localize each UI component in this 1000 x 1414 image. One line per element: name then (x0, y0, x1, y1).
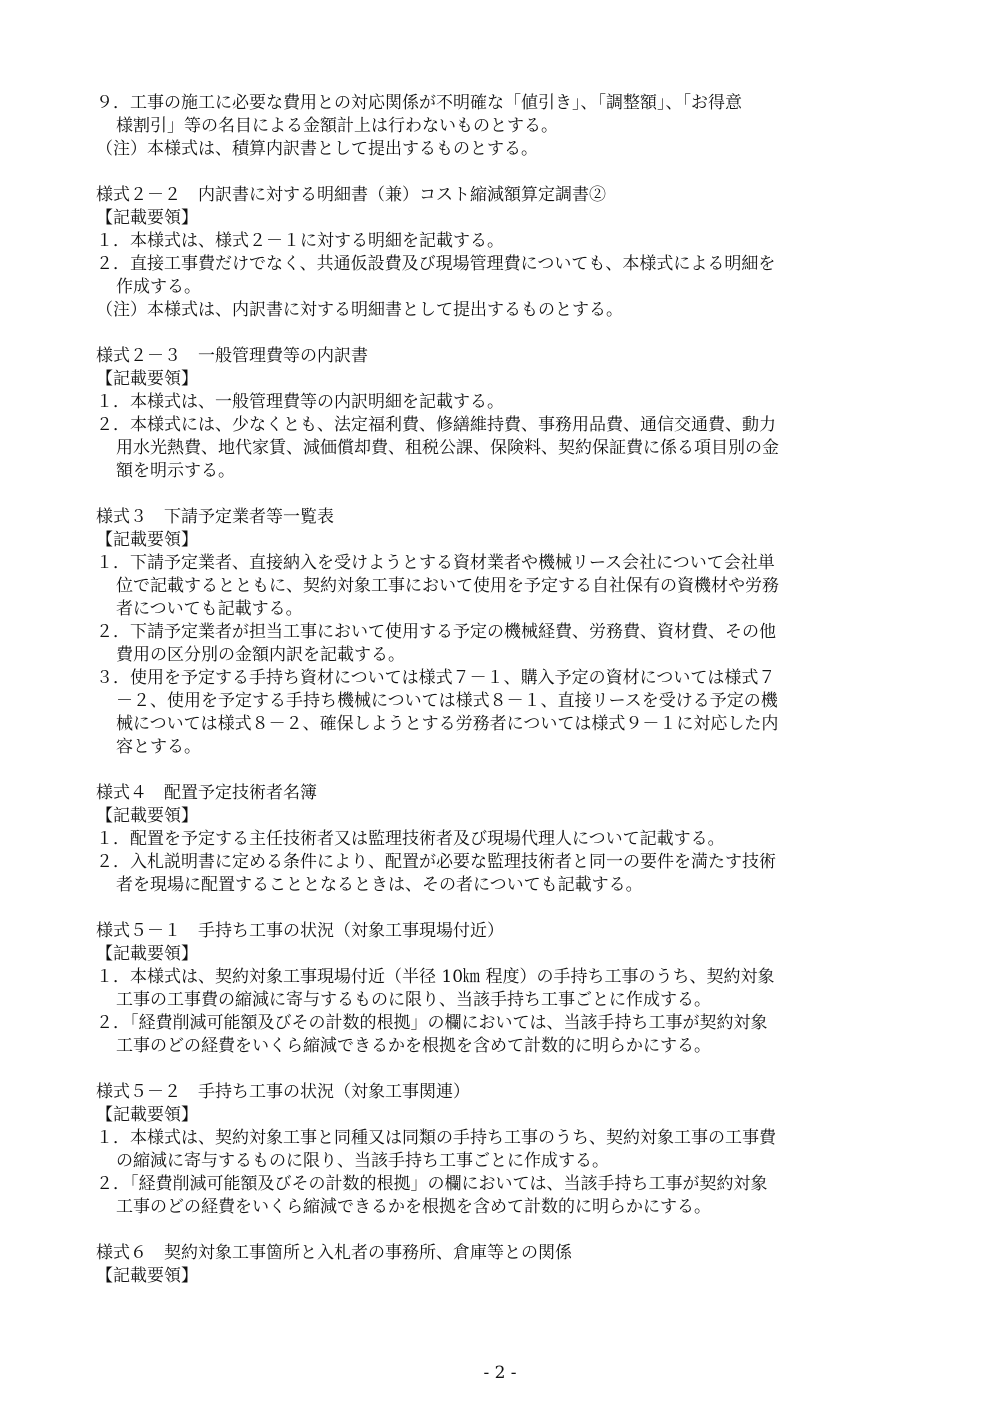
text-line: 用水光熱費、地代家賃、減価償却費、租税公課、保険料、契約保証費に係る項目別の金 (116, 438, 779, 458)
text-line: ３．使用を予定する手持ち資材については様式７－１、購入予定の資材については様式７ (96, 668, 776, 688)
document-body (96, 92, 908, 1288)
spacer (96, 759, 908, 782)
text-line: 容とする。 (116, 737, 201, 757)
text-line: ２．下請予定業者が担当工事において使用する予定の機械経費、労務費、資材費、その他 (96, 622, 776, 642)
text-line: １．下請予定業者、直接納入を受けようとする資材業者や機械リース会社について会社単 (96, 553, 775, 573)
text-line: ２．入札説明書に定める条件により、配置が必要な監理技術者と同一の要件を満たす技術 (96, 852, 776, 872)
text-line: ２．本様式には、少なくとも、法定福利費、修繕維持費、事務用品費、通信交通費、動力 (96, 415, 776, 435)
text-line: 者を現場に配置することとなるときは、その者についても記載する。 (116, 875, 643, 895)
text-line: 【記載要領】 (96, 944, 198, 964)
text-line: 様式２－２ 内訳書に対する明細書（兼）コスト縮減額算定調書② (96, 185, 606, 205)
text-line: 様式４ 配置予定技術者名簿 (96, 783, 317, 803)
text-line: 作成する。 (116, 277, 201, 297)
text-line: ９．工事の施工に必要な費用との対応関係が不明確な「値引き」、「調整額」、「お得意 (96, 93, 742, 113)
text-line: ２．「経費削減可能額及びその計数的根拠」の欄においては、当該手持ち工事が契約対象 (96, 1013, 768, 1033)
text-line: 様割引」等の名目による金額計上は行わないものとする。 (116, 116, 558, 136)
text-line: の縮減に寄与するものに限り、当該手持ち工事ごとに作成する。 (116, 1151, 609, 1171)
page-number: - 2 - (483, 1363, 517, 1383)
text-line: 工事の工事費の縮減に寄与するものに限り、当該手持ち工事ごとに作成する。 (116, 990, 711, 1010)
text-line: 額を明示する。 (116, 461, 235, 481)
text-line: 工事のどの経費をいくら縮減できるかを根拠を含めて計数的に明らかにする。 (116, 1197, 711, 1217)
text-line: 【記載要領】 (96, 806, 198, 826)
text-line: －２、使用を予定する手持ち機械については様式８－１、直接リースを受ける予定の機 (116, 691, 778, 711)
text-line: 【記載要領】 (96, 1105, 198, 1125)
text-line: １．本様式は、契約対象工事と同種又は同類の手持ち工事のうち、契約対象工事の工事費 (96, 1128, 776, 1148)
text-line: （注）本様式は、内訳書に対する明細書として提出するものとする。 (96, 300, 623, 320)
text-line: 械については様式８－２、確保しようとする労務者については様式９－１に対応した内 (116, 714, 779, 734)
text-line: 工事のどの経費をいくら縮減できるかを根拠を含めて計数的に明らかにする。 (116, 1036, 711, 1056)
text-line: １．配置を予定する主任技術者又は監理技術者及び現場代理人について記載する。 (96, 829, 725, 849)
text-line: 様式２－３ 一般管理費等の内訳書 (96, 346, 368, 366)
text-line: １．本様式は、契約対象工事現場付近（半径 10㎞ 程度）の手持ち工事のうち、契約対象 (96, 967, 775, 987)
text-line: 者についても記載する。 (116, 599, 303, 619)
text-line: 費用の区分別の金額内訳を記載する。 (116, 645, 405, 665)
spacer (96, 897, 908, 920)
text-line: 様式３ 下請予定業者等一覧表 (96, 507, 334, 527)
text-line: 【記載要領】 (96, 1266, 198, 1286)
spacer (96, 161, 908, 184)
text-line: 位で記載するとともに、契約対象工事において使用を予定する自社保有の資機材や労務 (116, 576, 779, 596)
spacer (96, 1058, 908, 1081)
text-line: 様式５－１ 手持ち工事の状況（対象工事現場付近） (96, 921, 504, 941)
text-line: 【記載要領】 (96, 208, 198, 228)
spacer (96, 1219, 908, 1242)
text-line: １．本様式は、様式２－１に対する明細を記載する。 (96, 231, 504, 251)
spacer (96, 322, 908, 345)
text-line: 様式６ 契約対象工事箇所と入札者の事務所、倉庫等との関係 (96, 1243, 572, 1263)
text-line: ２．「経費削減可能額及びその計数的根拠」の欄においては、当該手持ち工事が契約対象 (96, 1174, 768, 1194)
text-line: 【記載要領】 (96, 530, 198, 550)
text-line: ２．直接工事費だけでなく、共通仮設費及び現場管理費についても、本様式による明細を (96, 254, 776, 274)
text-line: 様式５－２ 手持ち工事の状況（対象工事関連） (96, 1082, 470, 1102)
spacer (96, 483, 908, 506)
text-line: １．本様式は、一般管理費等の内訳明細を記載する。 (96, 392, 504, 412)
text-line: 【記載要領】 (96, 369, 198, 389)
text-line: （注）本様式は、積算内訳書として提出するものとする。 (96, 139, 538, 159)
